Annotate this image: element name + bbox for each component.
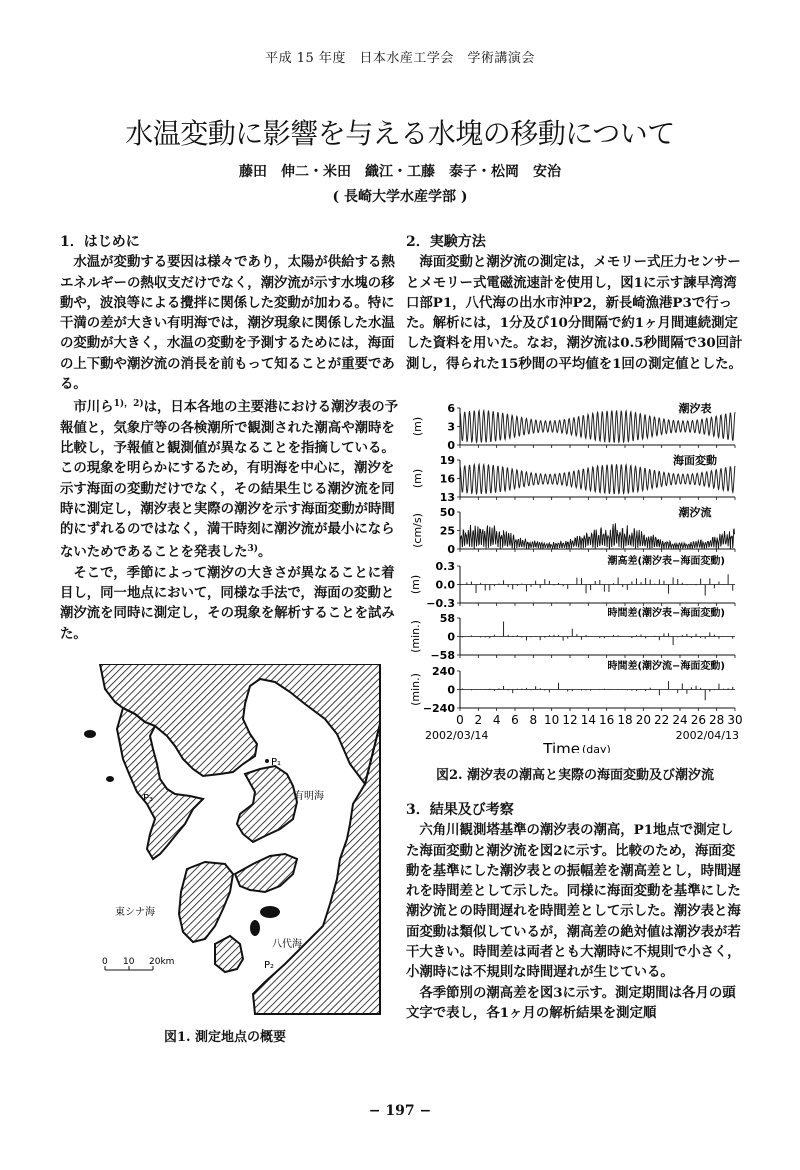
x-tick-label: 12 xyxy=(562,713,578,727)
x-tick-label: 18 xyxy=(617,713,633,727)
label-p1: P₁ xyxy=(271,757,282,768)
page-number: − 197 − xyxy=(368,1103,432,1119)
citation-3: 3) xyxy=(247,544,258,555)
y-tick-label: 240 xyxy=(432,665,455,678)
x-tick-label: 30 xyxy=(727,713,743,727)
x-tick-label: 24 xyxy=(672,713,688,727)
x-tick-label: 16 xyxy=(599,713,615,727)
label-p3: P₃ xyxy=(143,793,154,804)
intro-p2-mid: は，日本各地の主要港における潮汐表の予報値と，気象庁等の各検潮所で観測された潮高や潮時を比較し，予報値と観測値が異なることを指摘している。この現象を明らかにするため，有明海を中心に，潮汐を示す海面の変動だけでなく，その結果生じる潮汐流を同時に測定し，潮汐表と実際の潮汐を示す海面変動が時間的にずれるのではなく，満干時刻に潮汐流が最小にならないためであることを発表した xyxy=(60,399,399,561)
x-tick-label: 6 xyxy=(511,713,519,727)
y-tick-label: 6 xyxy=(447,402,455,415)
series-line xyxy=(460,523,735,549)
series-line xyxy=(460,464,735,494)
land-shimabara xyxy=(237,766,297,842)
y-axis-label: (min.) xyxy=(409,673,422,706)
section-heading-method: 2．実験方法 xyxy=(406,234,486,250)
land-amakusa-2 xyxy=(235,854,297,892)
intro-paragraph-1: 水温が変動する要因は様々であり，太陽が供給する熱エネルギーの熱収支だけでなく，潮汐流が示す水塊の移動や，波浪等による攪拌に関係した変動が加わる。特に干満の差が大きい有明海では，潮汐現象に関係した水温の変動が大きく，水温の変動を予測するためには，海面の上下動や潮汐流の消長を前もって知ることが重要である。 xyxy=(60,254,395,393)
intro-p2-start: 市川ら xyxy=(73,399,114,416)
method-paragraph: 海面変動と潮汐流の測定は，メモリー式圧力センサーとメモリー式電磁流速計を使用し，図1に示す諫早湾湾口部P1，八代海の出水市沖P2，新長崎漁港P3で行った。解析には，1分及び10分間隔で約1ヶ月間連続測定した資料を用いた。なお，潮汐流は0.5秒間隔で30回計測し，得られた15秒間の平均値を1回の測定値とした。 xyxy=(406,254,743,372)
y-tick-label: −0.3 xyxy=(426,597,455,610)
y-tick-label: 16 xyxy=(439,472,455,486)
x-tick-label: 4 xyxy=(492,713,501,727)
chart-svg xyxy=(405,398,745,753)
scale-tick-10: 10 xyxy=(123,957,135,967)
y-axis-label: (m) xyxy=(411,416,424,437)
island xyxy=(250,920,260,936)
x-tick-label: 22 xyxy=(654,713,670,727)
affiliation: ( 長崎大学水産学部 ) xyxy=(332,189,468,205)
y-tick-label: −240 xyxy=(422,702,455,715)
island xyxy=(84,730,96,738)
y-tick-label: 0 xyxy=(447,543,455,556)
panel-title: 潮汐流 xyxy=(678,506,712,519)
y-tick-label: −58 xyxy=(430,649,455,662)
panel-title: 時間差(潮汐流−海面変動) xyxy=(607,661,725,672)
panel-title: 潮汐表 xyxy=(678,402,712,415)
column-right xyxy=(406,232,744,374)
map-svg xyxy=(75,664,405,1024)
x-tick-label: 2 xyxy=(474,713,483,727)
scale-tick-0: 0 xyxy=(102,957,108,967)
x-tick-label: 28 xyxy=(709,713,725,727)
y-tick-label: 0 xyxy=(447,683,455,697)
y-axis-label: (m) xyxy=(411,468,424,489)
y-tick-label: 50 xyxy=(439,506,455,519)
y-tick-label: 0 xyxy=(447,439,455,452)
label-yatsushiro-sea: 八代海 xyxy=(272,939,302,950)
x-tick-label: 14 xyxy=(580,713,596,727)
y-tick-label: 58 xyxy=(439,612,455,625)
y-tick-label: 3 xyxy=(447,420,455,434)
label-east-china-sea: 東シナ海 xyxy=(115,907,155,918)
y-tick-label: 25 xyxy=(439,524,455,538)
label-ariake-sea: 有明海 xyxy=(294,791,324,802)
column-left xyxy=(60,232,400,644)
y-axis-label: (cm/s) xyxy=(411,513,424,548)
x-axis-label: Time xyxy=(543,740,580,753)
land-amakusa-3 xyxy=(215,936,243,972)
x-tick-label: 26 xyxy=(690,713,706,727)
intro-p2-end: 。 xyxy=(258,544,272,561)
panel-title: 潮高差(潮汐表−海面変動) xyxy=(607,556,725,567)
island xyxy=(106,776,114,782)
intro-paragraph-3: そこで，季節によって潮汐の大きさが異なることに着目し，同一地点において，同様な手法で，海面の変動と潮汐流を同時に測定し，その現象を解析することを試みた。 xyxy=(60,564,395,642)
figure-2-chart xyxy=(405,398,745,753)
p1-marker xyxy=(265,759,269,763)
y-tick-label: 0 xyxy=(447,630,455,644)
y-tick-label: 13 xyxy=(439,491,455,504)
x-tick-label: 20 xyxy=(635,713,651,727)
x-axis-unit: (day) xyxy=(582,743,611,753)
authors: 藤田 伸二・米田 織江・工藤 泰子・松岡 安治 xyxy=(239,164,561,180)
figure-1-caption: 図1. 測定地点の概要 xyxy=(163,1030,287,1045)
section-heading-results: 3．結果及び考察 xyxy=(406,802,514,818)
x-tick-label: 8 xyxy=(529,713,538,727)
y-tick-label: 0.0 xyxy=(435,578,455,592)
results-paragraph-2: 各季節別の潮高差を図3に示す。測定期間は各月の頭文字で表し，各1ヶ月の解析結果を測定順 xyxy=(406,984,736,1021)
land-amakusa-1 xyxy=(179,862,233,942)
figure-2-caption: 図2. 潮汐表の潮高と実際の海面変動及び潮汐流 xyxy=(435,768,715,783)
panel-title: 時間差(潮汐表−海面変動) xyxy=(607,608,725,619)
intro-paragraph-2 xyxy=(60,394,400,562)
y-tick-label: 19 xyxy=(439,454,455,467)
column-right-results xyxy=(406,800,744,1023)
series-line xyxy=(460,411,735,443)
x-tick-label: 10 xyxy=(544,713,560,727)
results-paragraph-1: 六角川観測塔基準の潮汐表の潮高，P1地点で測定した海面変動と潮汐流を図2に示す。比較のため，海面変動を基準にした潮汐表との振幅差を潮高差とし，時間遅れを時間差として示した。同様に海面変動を基準にした潮汐流との時間遅れを時間差として示した。潮汐表と海面変動は類似しているが，潮高差の絶対値は潮汐表が若干大きい。時間差は両者とも大潮時に不規則で小さく，小潮時には不規則な時間遅れが生じている。 xyxy=(406,822,741,981)
island xyxy=(260,906,280,918)
panel-title: 海面変動 xyxy=(673,454,717,467)
y-axis-label: (m) xyxy=(409,574,422,595)
citation-1-2: 1)，2) xyxy=(113,399,144,410)
end-date-label: 2002/04/13 xyxy=(675,729,739,742)
scale-bar xyxy=(102,957,174,970)
y-axis-label: (min.) xyxy=(409,620,422,653)
figure-1-map xyxy=(75,664,405,1024)
label-p2: P₂ xyxy=(264,960,275,971)
x-tick-label: 0 xyxy=(456,713,464,727)
paper-title: 水温変動に影響を与える水塊の移動について xyxy=(125,117,675,150)
conference-header: 平成 15 年度 日本水産工学会 学術講演会 xyxy=(265,51,535,66)
start-date-label: 2002/03/14 xyxy=(425,729,489,742)
section-heading-intro: 1．はじめに xyxy=(60,234,140,250)
scale-tick-20km: 20km xyxy=(149,957,175,967)
y-tick-label: 0.3 xyxy=(435,560,455,573)
